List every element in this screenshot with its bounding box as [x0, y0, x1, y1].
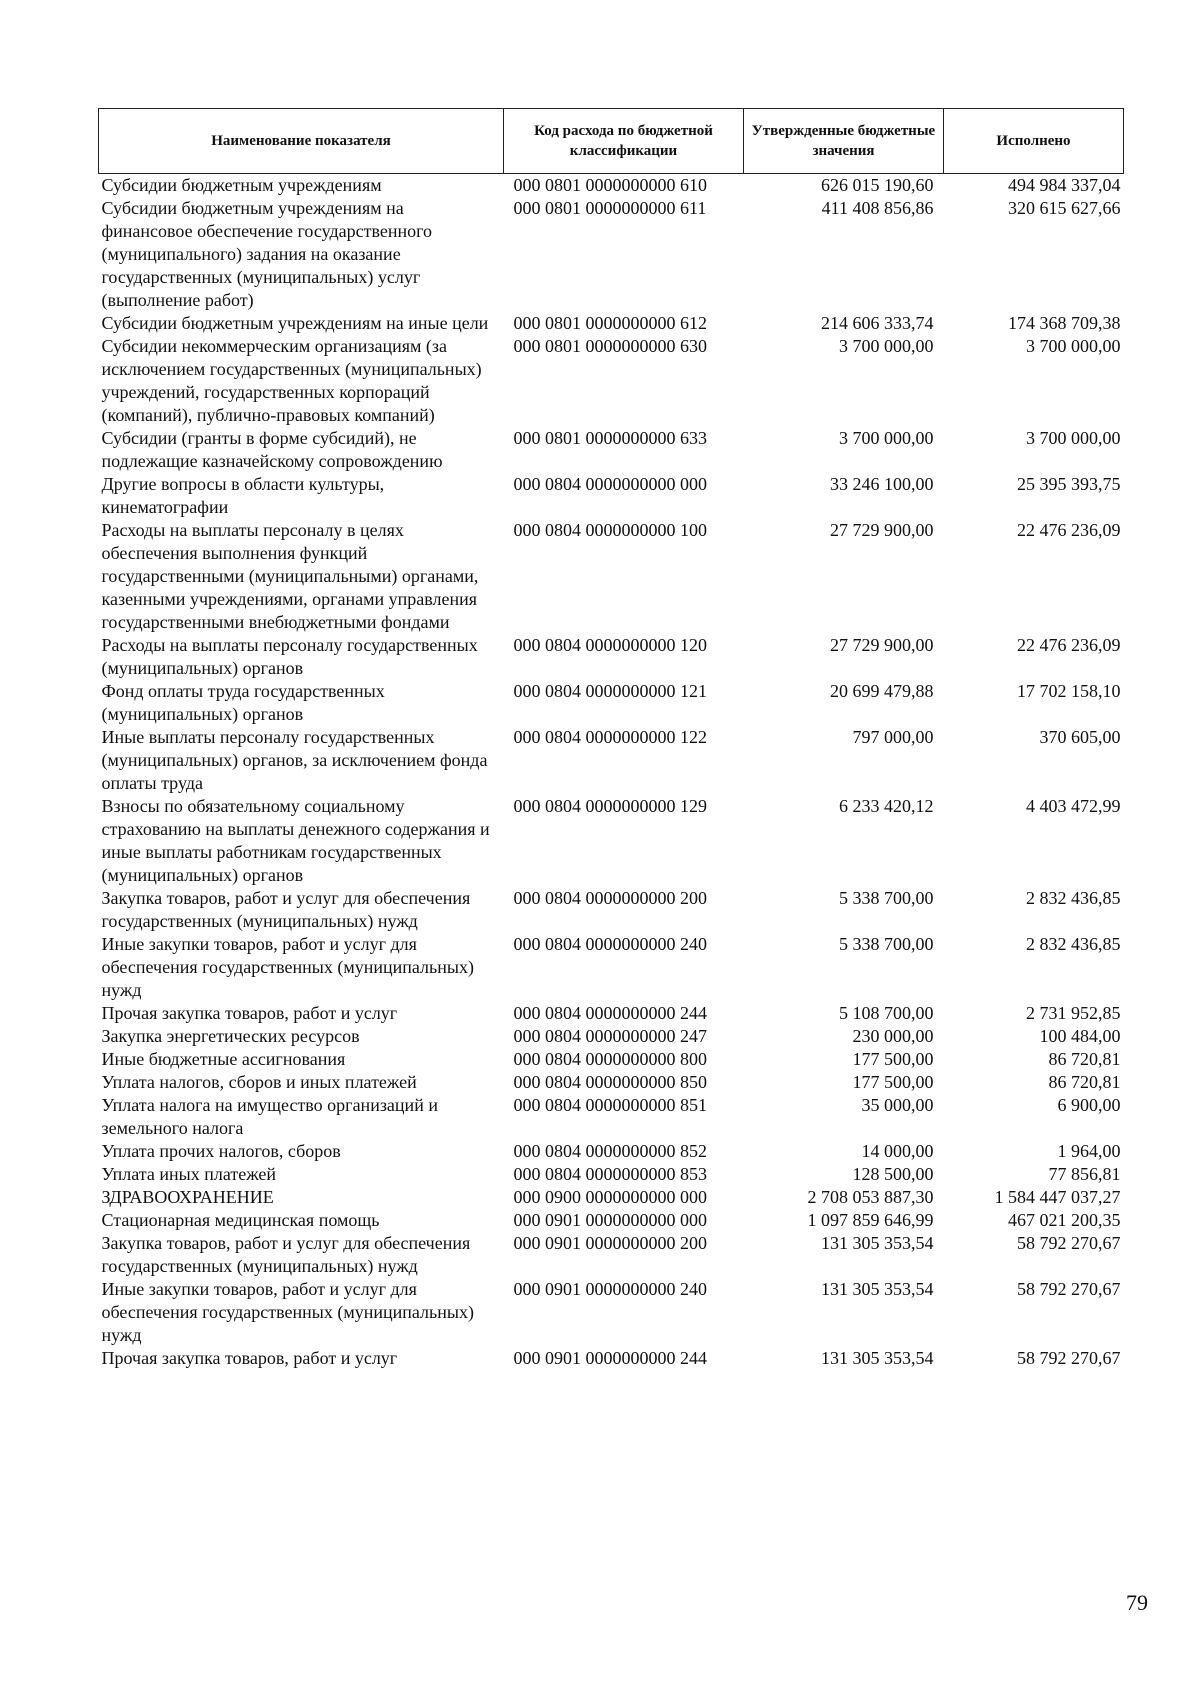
row-name: Уплата прочих налогов, сборов	[101, 1141, 341, 1161]
table-header	[99, 109, 1124, 174]
row-code: 000 0804 0000000000 800	[513, 1049, 707, 1069]
row-code: 000 0804 0000000000 851	[513, 1095, 707, 1115]
row-approved: 27 729 900,00	[830, 520, 934, 540]
table-row	[99, 1048, 1124, 1071]
row-executed: 3 700 000,00	[1026, 428, 1121, 448]
row-approved: 1 097 859 646,99	[807, 1210, 934, 1230]
row-name: Расходы на выплаты персоналу государственных (муниципальных) органов	[101, 635, 478, 678]
row-executed: 2 832 436,85	[1026, 888, 1121, 908]
row-name: Субсидии (гранты в форме субсидий), не подлежащие казначейскому сопровождению	[101, 428, 443, 471]
row-code: 000 0901 0000000000 244	[513, 1348, 707, 1368]
row-approved: 797 000,00	[852, 727, 934, 747]
row-code: 000 0900 0000000000 000	[513, 1187, 707, 1207]
table-row	[99, 1232, 1124, 1278]
row-name: Закупка товаров, работ и услуг для обеспечения государственных (муниципальных) нужд	[101, 888, 471, 931]
row-executed: 4 403 472,99	[1026, 796, 1121, 816]
row-executed: 86 720,81	[1048, 1072, 1121, 1092]
row-approved: 177 500,00	[852, 1072, 934, 1092]
row-code: 000 0804 0000000000 122	[513, 727, 707, 747]
table-row	[99, 1278, 1124, 1347]
row-code: 000 0801 0000000000 611	[513, 198, 707, 218]
row-executed: 2 731 952,85	[1026, 1003, 1121, 1023]
row-executed: 6 900,00	[1057, 1095, 1121, 1115]
table-row	[99, 634, 1124, 680]
row-code: 000 0901 0000000000 000	[513, 1210, 707, 1230]
budget-execution-table	[98, 108, 1124, 1370]
row-code: 000 0804 0000000000 000	[513, 474, 707, 494]
row-name: Расходы на выплаты персоналу в целях обеспечения выполнения функций государственными (муниципальными) органами, казенными учреждениями, органами управления государственными внебюджетными фондами	[101, 520, 479, 632]
row-executed: 86 720,81	[1048, 1049, 1121, 1069]
row-name: Прочая закупка товаров, работ и услуг	[101, 1348, 398, 1368]
row-code: 000 0801 0000000000 612	[513, 313, 707, 333]
table-row	[99, 1140, 1124, 1163]
row-code: 000 0801 0000000000 630	[513, 336, 707, 356]
row-approved: 131 305 353,54	[821, 1233, 934, 1253]
row-approved: 20 699 479,88	[830, 681, 934, 701]
row-executed: 17 702 158,10	[1017, 681, 1121, 701]
row-approved: 14 000,00	[861, 1141, 934, 1161]
header-approved: Утвержденные бюджетные значения	[744, 109, 944, 174]
row-executed: 22 476 236,09	[1017, 635, 1121, 655]
table-row	[99, 1002, 1124, 1025]
header-executed: Исполнено	[944, 109, 1124, 174]
row-code: 000 0801 0000000000 610	[513, 175, 707, 195]
row-executed: 1 964,00	[1057, 1141, 1121, 1161]
header-name: Наименование показателя	[99, 109, 504, 174]
row-code: 000 0804 0000000000 200	[513, 888, 707, 908]
row-name: Иные выплаты персоналу государственных (муниципальных) органов, за исключением фонда оплаты труда	[101, 727, 488, 793]
row-approved: 6 233 420,12	[839, 796, 934, 816]
row-name: Взносы по обязательному социальному страхованию на выплаты денежного содержания и иные выплаты работникам государственных (муниципальных) органов	[101, 796, 490, 885]
row-name: Субсидии бюджетным учреждениям на иные цели	[101, 313, 489, 333]
row-name: Субсидии бюджетным учреждениям	[101, 175, 382, 195]
row-approved: 131 305 353,54	[821, 1279, 934, 1299]
table-body	[99, 174, 1124, 1371]
row-executed: 58 792 270,67	[1017, 1233, 1121, 1253]
row-approved: 177 500,00	[852, 1049, 934, 1069]
row-executed: 467 021 200,35	[1008, 1210, 1121, 1230]
table-row	[99, 427, 1124, 473]
row-executed: 58 792 270,67	[1017, 1279, 1121, 1299]
row-name: Уплата налогов, сборов и иных платежей	[101, 1072, 417, 1092]
row-approved: 5 338 700,00	[839, 934, 934, 954]
table-row	[99, 726, 1124, 795]
row-name: Субсидии бюджетным учреждениям на финансовое обеспечение государственного (муниципального) задания на оказание государственных (муниципальных) услуг (выполнение работ)	[101, 198, 433, 310]
table-row	[99, 473, 1124, 519]
row-approved: 214 606 333,74	[821, 313, 934, 333]
table-row	[99, 335, 1124, 427]
table-row	[99, 1163, 1124, 1186]
row-code: 000 0901 0000000000 240	[513, 1279, 707, 1299]
row-approved: 411 408 856,86	[821, 198, 934, 218]
row-approved: 230 000,00	[852, 1026, 934, 1046]
row-name: Фонд оплаты труда государственных (муниципальных) органов	[101, 681, 385, 724]
row-code: 000 0804 0000000000 853	[513, 1164, 707, 1184]
row-code: 000 0804 0000000000 100	[513, 520, 707, 540]
table-row	[99, 680, 1124, 726]
row-approved: 33 246 100,00	[830, 474, 934, 494]
row-executed: 77 856,81	[1048, 1164, 1121, 1184]
table-row	[99, 174, 1124, 198]
row-name: Другие вопросы в области культуры, кинематографии	[101, 474, 385, 517]
table-row	[99, 1186, 1124, 1209]
row-executed: 58 792 270,67	[1017, 1348, 1121, 1368]
table-row	[99, 933, 1124, 1002]
row-approved: 35 000,00	[861, 1095, 934, 1115]
row-approved: 27 729 900,00	[830, 635, 934, 655]
row-name: Закупка энергетических ресурсов	[101, 1026, 360, 1046]
row-name: Иные закупки товаров, работ и услуг для обеспечения государственных (муниципальных) нужд	[101, 934, 474, 1000]
table-row	[99, 1025, 1124, 1048]
row-code: 000 0901 0000000000 200	[513, 1233, 707, 1253]
row-name: Субсидии некоммерческим организациям (за исключением государственных (муниципальных) учреждений, государственных корпораций (компаний), публично-правовых компаний)	[101, 336, 482, 425]
table-row	[99, 519, 1124, 634]
row-executed: 1 584 447 037,27	[994, 1187, 1121, 1207]
row-name: Иные бюджетные ассигнования	[101, 1049, 346, 1069]
row-approved: 3 700 000,00	[839, 428, 934, 448]
table-row	[99, 1347, 1124, 1370]
row-approved: 5 338 700,00	[839, 888, 934, 908]
row-executed: 2 832 436,85	[1026, 934, 1121, 954]
row-approved: 5 108 700,00	[839, 1003, 934, 1023]
row-executed: 174 368 709,38	[1008, 313, 1121, 333]
row-name: Стационарная медицинская помощь	[101, 1210, 380, 1230]
row-executed: 3 700 000,00	[1026, 336, 1121, 356]
row-executed: 25 395 393,75	[1017, 474, 1121, 494]
row-executed: 320 615 627,66	[1008, 198, 1121, 218]
page-number: 79	[1126, 1590, 1148, 1615]
row-code: 000 0804 0000000000 850	[513, 1072, 707, 1092]
row-executed: 100 484,00	[1039, 1026, 1121, 1046]
table-row	[99, 1094, 1124, 1140]
row-approved: 626 015 190,60	[821, 175, 934, 195]
row-approved: 131 305 353,54	[821, 1348, 934, 1368]
row-name: Прочая закупка товаров, работ и услуг	[101, 1003, 398, 1023]
row-name: Уплата налога на имущество организаций и земельного налога	[101, 1095, 438, 1138]
row-name: Закупка товаров, работ и услуг для обеспечения государственных (муниципальных) нужд	[101, 1233, 471, 1276]
row-code: 000 0804 0000000000 120	[513, 635, 707, 655]
row-executed: 22 476 236,09	[1017, 520, 1121, 540]
header-code: Код расхода по бюджетной классификации	[504, 109, 744, 174]
row-approved: 3 700 000,00	[839, 336, 934, 356]
row-code: 000 0804 0000000000 240	[513, 934, 707, 954]
table-row	[99, 1209, 1124, 1232]
row-name: ЗДРАВООХРАНЕНИЕ	[101, 1187, 274, 1207]
table-row	[99, 795, 1124, 887]
table-row	[99, 1071, 1124, 1094]
row-name: Иные закупки товаров, работ и услуг для обеспечения государственных (муниципальных) нужд	[101, 1279, 474, 1345]
row-code: 000 0804 0000000000 129	[513, 796, 707, 816]
table-row	[99, 197, 1124, 312]
row-approved: 128 500,00	[852, 1164, 934, 1184]
row-code: 000 0804 0000000000 121	[513, 681, 707, 701]
table-row	[99, 312, 1124, 335]
row-name: Уплата иных платежей	[101, 1164, 277, 1184]
row-code: 000 0804 0000000000 247	[513, 1026, 707, 1046]
row-executed: 494 984 337,04	[1008, 175, 1121, 195]
row-code: 000 0801 0000000000 633	[513, 428, 707, 448]
row-executed: 370 605,00	[1039, 727, 1121, 747]
row-code: 000 0804 0000000000 244	[513, 1003, 707, 1023]
table-row	[99, 887, 1124, 933]
row-code: 000 0804 0000000000 852	[513, 1141, 707, 1161]
row-approved: 2 708 053 887,30	[807, 1187, 934, 1207]
